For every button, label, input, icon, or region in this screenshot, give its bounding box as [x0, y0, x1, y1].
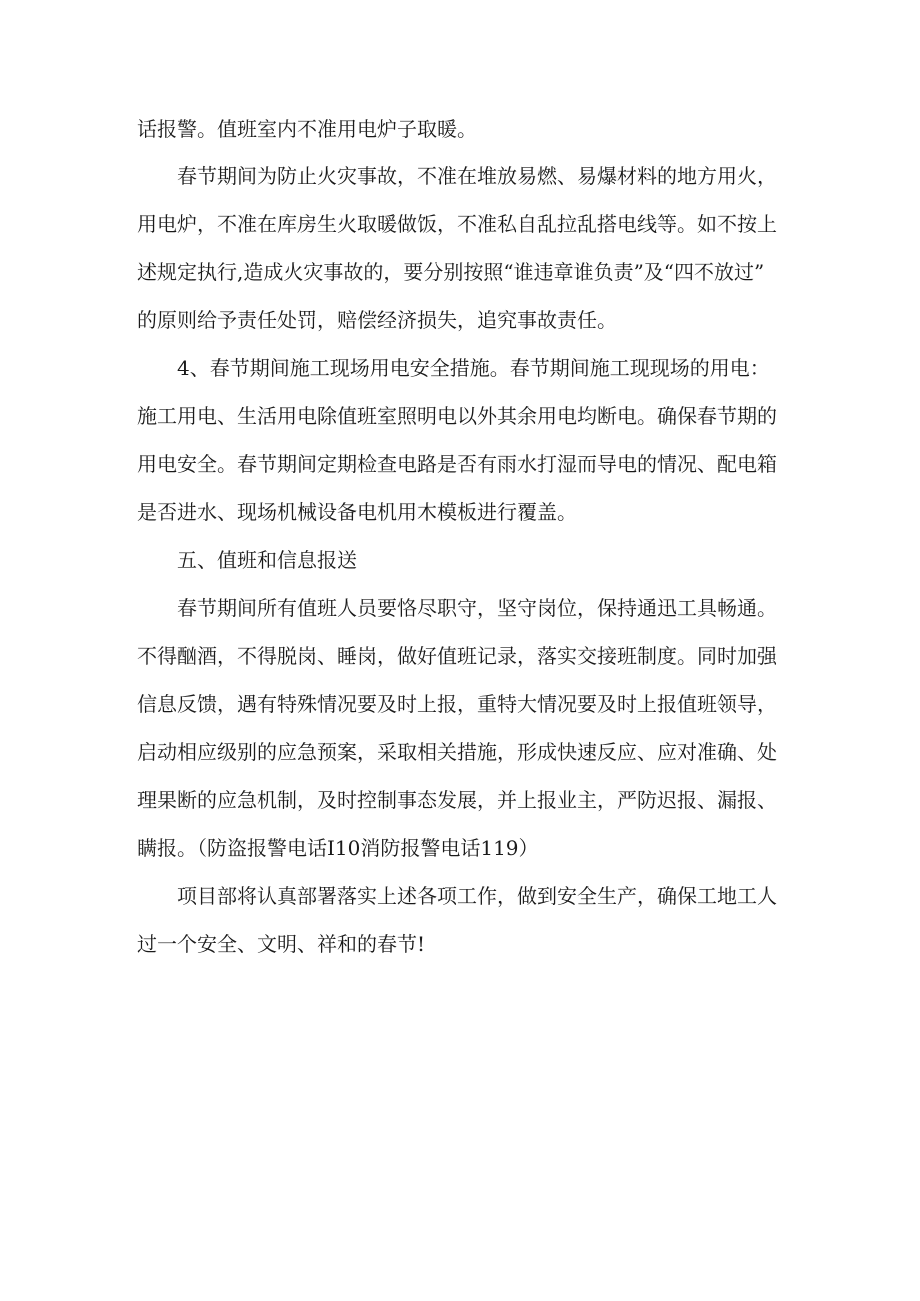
- text-line: 4、春节期间施工现场用电安全措施。春节期间施工现现场的用电：: [177, 356, 770, 380]
- text-line: 启动相应级别的应急预案，采取相关措施，形成快速反应、应对准确、处: [137, 740, 777, 764]
- text-line: 的原则给予责任处罚，赔偿经济损失，追究事故责任。: [137, 308, 617, 332]
- text-line: 用电安全。春节期间定期检查电路是否有雨水打湿而导电的情况、配电箱: [137, 452, 777, 476]
- text-line: 春节期间为防止火灾事故，不准在堆放易燃、易爆材料的地方用火，: [177, 164, 777, 188]
- section-heading: 五、值班和信息报送: [177, 548, 357, 572]
- text-line: 不得酗酒，不得脱岗、睡岗，做好值班记录，落实交接班制度。同时加强: [137, 644, 777, 668]
- text-line: 理果断的应急机制，及时控制事态发展，并上报业主，严防迟报、漏报、: [137, 788, 777, 812]
- text-line: 项目部将认真部署落实上述各项工作，做到安全生产，确保工地工人: [177, 884, 777, 908]
- text-line: 信息反馈，遇有特殊情况要及时上报，重特大情况要及时上报值班领导，: [137, 692, 777, 716]
- text-line: 述规定执行,造成火灾事故的，要分别按照“谁违章谁负责”及“四不放过”: [137, 260, 765, 284]
- text-line: 瞒报。（防盗报警电话I10消防报警电话119）: [137, 836, 539, 860]
- text-line: 用电炉，不准在库房生火取暖做饭，不准私自乱拉乱搭电线等。如不按上: [137, 212, 777, 236]
- text-line: 话报警。值班室内不准用电炉子取暖。: [137, 117, 477, 141]
- text-line: 过一个安全、文明、祥和的春节!: [137, 932, 426, 956]
- text-line: 施工用电、生活用电除值班室照明电以外其余用电均断电。确保春节期的: [137, 404, 777, 428]
- text-line: 春节期间所有值班人员要恪尽职守，坚守岗位，保持通迅工具畅通。: [177, 596, 777, 620]
- text-line: 是否进水、现场机械设备电机用木模板进行覆盖。: [137, 500, 577, 524]
